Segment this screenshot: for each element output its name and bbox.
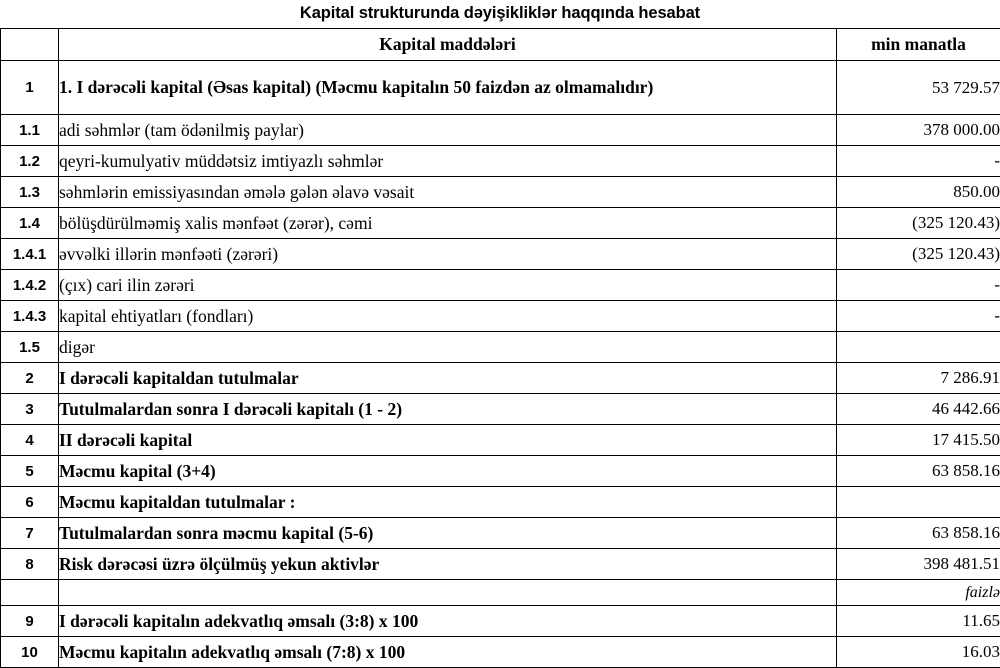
unit-note: faizlə [837, 580, 1000, 606]
row-item-label: səhmlərin emissiyasından əmələ gələn əlavə vəsait [59, 177, 837, 208]
column-header-item: Kapital maddələri [59, 29, 837, 61]
table-row [1, 239, 1000, 270]
row-number: 1 [1, 61, 59, 115]
row-value: 53 729.57 [837, 61, 1000, 115]
row-number: 1.4 [1, 208, 59, 239]
table-row [1, 518, 1000, 549]
row-value: - [837, 270, 1000, 301]
table-row [1, 363, 1000, 394]
row-number: 3 [1, 394, 59, 425]
row-item-label: Məcmu kapitaldan tutulmalar : [59, 487, 837, 518]
table-row [1, 606, 1000, 637]
row-item-label: Tutulmalardan sonra məcmu kapital (5-6) [59, 518, 837, 549]
row-item-label: II dərəcəli kapital [59, 425, 837, 456]
row-value: 17 415.50 [837, 425, 1000, 456]
row-value: 16.03 [837, 637, 1000, 668]
row-item-label: kapital ehtiyatları (fondları) [59, 301, 837, 332]
row-number: 7 [1, 518, 59, 549]
unit-note-row [1, 580, 1000, 606]
table-row [1, 332, 1000, 363]
table-row [1, 456, 1000, 487]
row-value: 46 442.66 [837, 394, 1000, 425]
row-value: 7 286.91 [837, 363, 1000, 394]
row-item-label: I dərəcəli kapitalın adekvatlıq əmsalı (3:8) x 100 [59, 606, 837, 637]
row-item-label: (çıx) cari ilin zərəri [59, 270, 837, 301]
row-number: 2 [1, 363, 59, 394]
row-item-label: Risk dərəcəsi üzrə ölçülmüş yekun aktivlər [59, 549, 837, 580]
row-value: - [837, 146, 1000, 177]
table-header [1, 29, 1000, 61]
row-value: 378 000.00 [837, 115, 1000, 146]
row-item-label: Məcmu kapitalın adekvatlıq əmsalı (7:8) x 100 [59, 637, 837, 668]
row-number: 9 [1, 606, 59, 637]
row-value: 850.00 [837, 177, 1000, 208]
row-number: 1.2 [1, 146, 59, 177]
row-value: (325 120.43) [837, 208, 1000, 239]
row-value [837, 487, 1000, 518]
table-row [1, 270, 1000, 301]
row-number: 1.1 [1, 115, 59, 146]
table-row [1, 394, 1000, 425]
table-row [1, 549, 1000, 580]
row-value: - [837, 301, 1000, 332]
row-item-label: qeyri-kumulyativ müddətsiz imtiyazlı səhmlər [59, 146, 837, 177]
table-row [1, 425, 1000, 456]
table-row [1, 208, 1000, 239]
table-row [1, 61, 1000, 115]
row-value: 63 858.16 [837, 456, 1000, 487]
row-value: 398 481.51 [837, 549, 1000, 580]
table-row [1, 115, 1000, 146]
row-number: 1.4.1 [1, 239, 59, 270]
row-value: 11.65 [837, 606, 1000, 637]
column-header-number [1, 29, 59, 61]
table-row [1, 301, 1000, 332]
row-number: 10 [1, 637, 59, 668]
row-number: 1.3 [1, 177, 59, 208]
row-item-label: I dərəcəli kapitaldan tutulmalar [59, 363, 837, 394]
table-row [1, 637, 1000, 668]
page-title: Kapital strukturunda dəyişikliklər haqqında hesabat [0, 0, 1000, 28]
row-number: 6 [1, 487, 59, 518]
capital-structure-table [0, 28, 1000, 668]
row-number: 8 [1, 549, 59, 580]
table-row [1, 177, 1000, 208]
column-header-value: min manatla [837, 29, 1000, 61]
row-item-label: digər [59, 332, 837, 363]
row-number: 5 [1, 456, 59, 487]
row-number: 1.5 [1, 332, 59, 363]
row-item-label: Tutulmalardan sonra I dərəcəli kapitalı (1 - 2) [59, 394, 837, 425]
unit-note-spacer-mid [59, 580, 837, 606]
row-value: (325 120.43) [837, 239, 1000, 270]
table-row [1, 487, 1000, 518]
row-item-label: adi səhmlər (tam ödənilmiş paylar) [59, 115, 837, 146]
row-value: 63 858.16 [837, 518, 1000, 549]
row-number: 1.4.3 [1, 301, 59, 332]
row-number: 1.4.2 [1, 270, 59, 301]
row-number: 4 [1, 425, 59, 456]
table-row [1, 146, 1000, 177]
row-item-label: 1. I dərəcəli kapital (Əsas kapital) (Məcmu kapitalın 50 faizdən az olmamalıdır) [59, 61, 837, 115]
row-item-label: Məcmu kapital (3+4) [59, 456, 837, 487]
table-header-row [1, 29, 1000, 61]
table-body [1, 61, 1000, 668]
row-value [837, 332, 1000, 363]
unit-note-spacer-left [1, 580, 59, 606]
row-item-label: bölüşdürülməmiş xalis mənfəət (zərər), cəmi [59, 208, 837, 239]
row-item-label: əvvəlki illərin mənfəəti (zərəri) [59, 239, 837, 270]
